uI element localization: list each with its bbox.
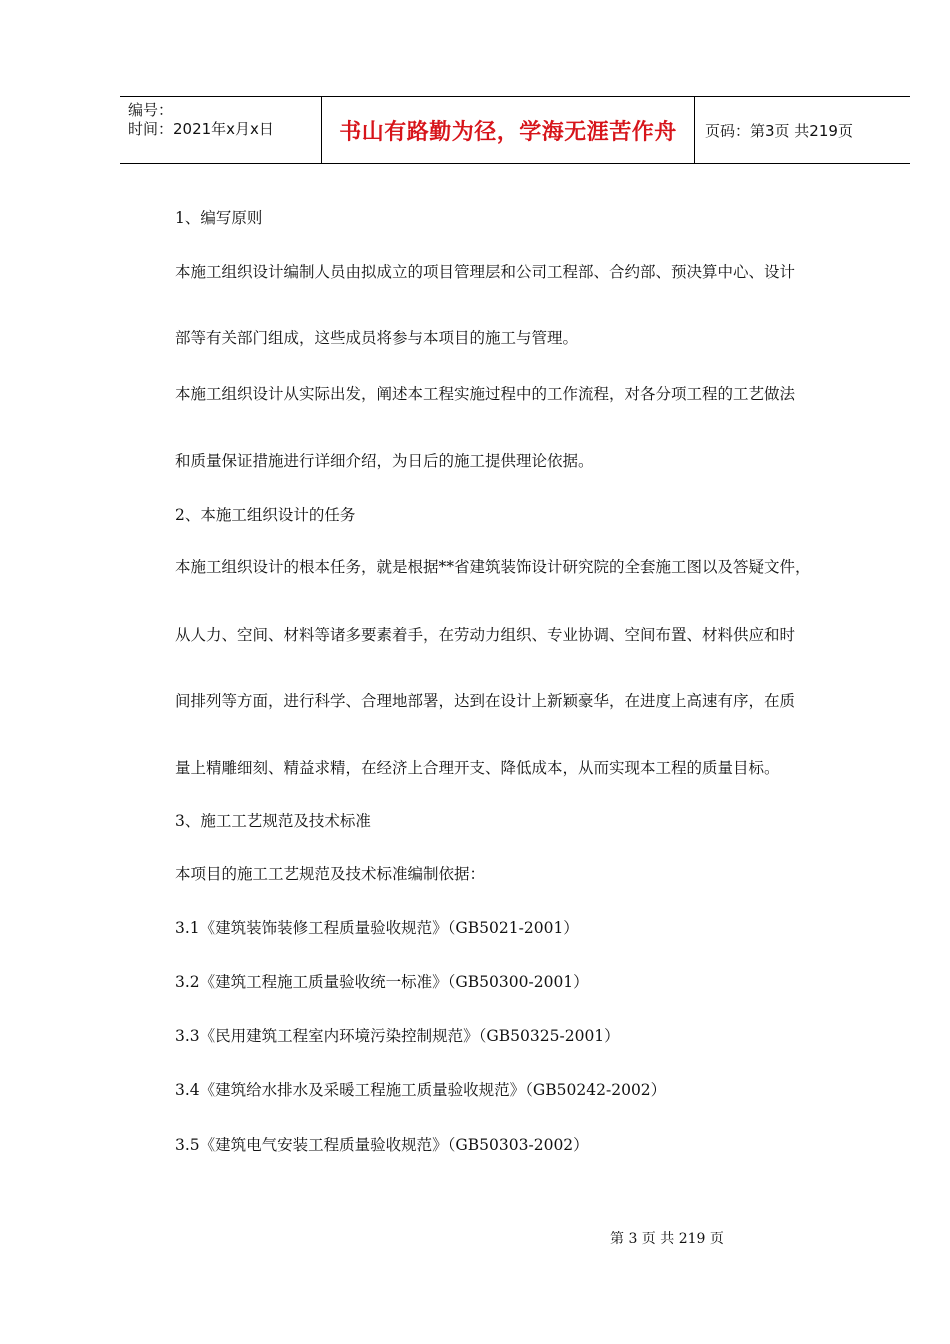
paragraph-line: 部等有关部门组成，这些成员将参与本项目的施工与管理。 (175, 329, 579, 347)
header-page-code: 页码：第3页 共219页 (705, 121, 853, 140)
paragraph-line: 和质量保证措施进行详细介绍，为日后的施工提供理论依据。 (175, 452, 594, 470)
section-heading-1: 1、编写原则 (175, 209, 263, 227)
standard-item: 3.2《建筑工程施工质量验收统一标准》（GB50300-2001） (175, 973, 589, 991)
standard-item: 3.4《建筑给水排水及采暖工程施工质量验收规范》（GB50242-2002） (175, 1081, 667, 1099)
paragraph-line: 间排列等方面，进行科学、合理地部署，达到在设计上新颖豪华，在进度上高速有序，在质 (175, 692, 796, 710)
paragraph-line: 本项目的施工工艺规范及技术标准编制依据： (175, 865, 486, 883)
document-header (120, 96, 910, 164)
header-slogan-cell (322, 97, 695, 163)
standard-item: 3.3《民用建筑工程室内环境污染控制规范》（GB50325-2001） (175, 1027, 620, 1045)
standard-item: 3.1《建筑装饰装修工程质量验收规范》（GB5021-2001） (175, 919, 579, 937)
page-footer (0, 1228, 950, 1248)
section-heading-3: 3、施工工艺规范及技术标准 (175, 812, 371, 830)
header-page-cell (695, 97, 910, 163)
paragraph-line: 从人力、空间、材料等诸多要素着手，在劳动力组织、专业协调、空间布置、材料供应和时 (175, 626, 796, 644)
paragraph-line: 量上精雕细刻、精益求精，在经济上合理开支、降低成本，从而实现本工程的质量目标。 (175, 759, 780, 777)
document-number-label: 编号： (128, 101, 174, 119)
paragraph-line: 本施工组织设计编制人员由拟成立的项目管理层和公司工程部、合约部、预决算中心、设计 (175, 263, 796, 281)
document-time-label: 时间：2021年x月x日 (128, 120, 274, 138)
paragraph-line: 本施工组织设计的根本任务，就是根据**省建筑装饰设计研究院的全套施工图以及答疑文件， (175, 558, 811, 576)
header-meta-cell (120, 97, 322, 163)
section-heading-2: 2、本施工组织设计的任务 (175, 506, 356, 524)
header-slogan: 书山有路勤为径，学海无涯苦作舟 (339, 119, 677, 145)
footer-page-number: 第 3 页 共 219 页 (610, 1231, 724, 1247)
paragraph-line: 本施工组织设计从实际出发，阐述本工程实施过程中的工作流程，对各分项工程的工艺做法 (175, 385, 796, 403)
standard-item: 3.5《建筑电气安装工程质量验收规范》（GB50303-2002） (175, 1136, 589, 1154)
